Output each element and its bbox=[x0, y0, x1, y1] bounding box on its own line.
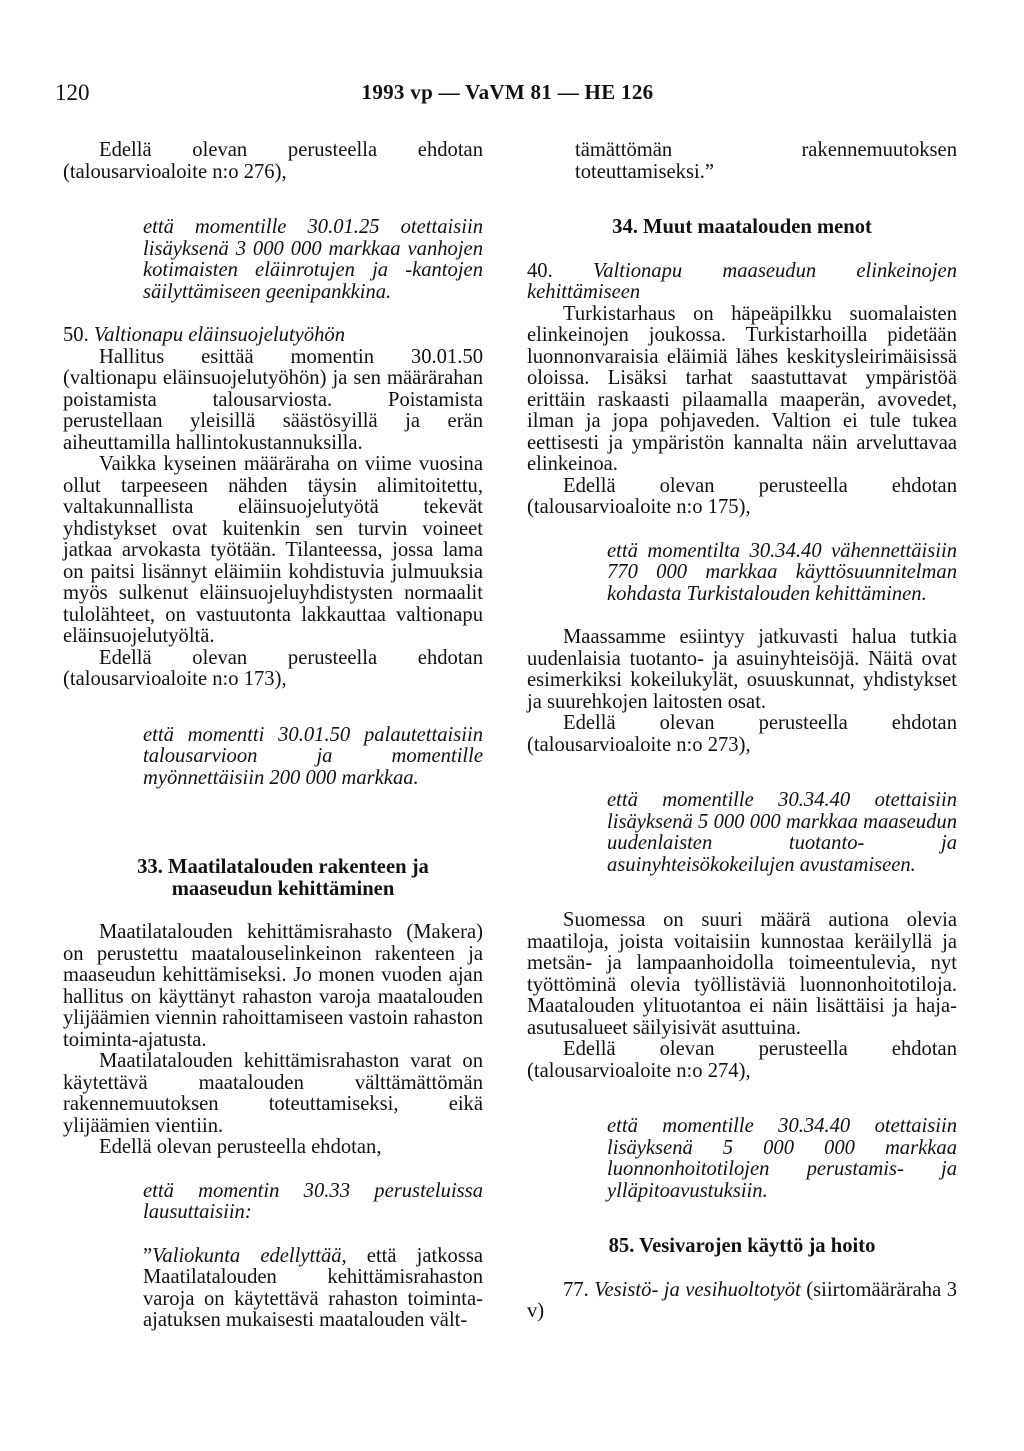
running-head: 1993 vp — VaVM 81 — HE 126 bbox=[361, 80, 654, 104]
motion-text: että momentilta 30.34.40 vähennettäisiin 770 000 markkaa käyttösuunnitelman kohdasta Turkistalouden kehittäminen. bbox=[607, 539, 957, 605]
section-85-heading: 85. Vesivarojen käyttö ja hoito bbox=[608, 1235, 876, 1257]
paragraph: Maatilatalouden kehittämisrahasto (Makera) on perustettu maatalouselinkeinon rakenteen ja maaseudun kehittämiseksi. Jo monen vuoden ajan hallitus on käyttänyt rahaston varoja maatalouden ylijäämien viennin rahoittamiseen vastoin rahaston toiminta-ajatusta. bbox=[63, 921, 483, 1051]
paragraph: Edellä olevan perusteella ehdotan (talousarvioaloite n:o 173), bbox=[63, 646, 483, 690]
paragraph: Maassamme esiintyy jatkuvasti halua tutkia uudenlaisia tuotanto- ja asuinyhteisöjä. Näitä ovat esimerkiksi kokeilukylät, osuuskunnat, yhdistykset ja suurehkojen laitosten osat. bbox=[527, 626, 957, 713]
paragraph: Maatilatalouden kehittämisrahaston varat on käytettävä maatalouden välttämättömän rakennemuutoksen toteuttamiseksi, eikä ylijäämien vientiin. bbox=[63, 1050, 483, 1137]
section-40-heading bbox=[527, 261, 957, 304]
paragraph: Edellä olevan perusteella ehdotan (talousarvioaloite n:o 273), bbox=[527, 712, 957, 756]
section-number: 40. bbox=[527, 259, 553, 282]
motion-text: että momentille 30.34.40 otettaisiin lisäyksenä 5 000 000 markkaa luonnonhoitotilojen perustamis- ja ylläpitoavustuksiin. bbox=[607, 1115, 957, 1202]
left-column bbox=[63, 140, 483, 1332]
paragraph: Edellä olevan perusteella ehdotan (talousarvioaloite n:o 276), bbox=[63, 139, 483, 183]
section-note: (siirtomääräraha 3 v) bbox=[527, 1278, 957, 1322]
paragraph: Turkistarhaus on häpeäpilkku suomalaisten elinkeinojen joukossa. Turkistarhoilla pidetään luonnonvaraisia eläimiä lähes keskitysleirimäisissä oloissa. Lisäksi tarhat saastuttavat ympäristöä erittäin raskaasti pilaamalla maaperän, avovedet, ilman ja jopa pohjaveden. Valtion ei tule tukea eettisesti ja ympäristön kannalta näin arveluttavaa elinkeinoa. bbox=[527, 302, 957, 475]
paragraph: Edellä olevan perusteella ehdotan (talousarvioaloite n:o 175), bbox=[527, 474, 957, 518]
paragraph: Vaikka kyseinen määräraha on viime vuosina ollut tarpeeseen nähden täysin alimitoitettu, valtakunnallista eläinsuojelutyötä tekevät yhdistykset ovat kuitenkin sen turvin voineet jatkaa arvokasta työtään. Tilanteessa, jossa lama on paitsi lisännyt eläimiin kohdistuvia julmuuksia myös sulkenut eläinsuojeluyhdistysten normaalit tulolähteet, on vastuutonta lakkauttaa valtionapu eläinsuojelutyöltä. bbox=[63, 453, 483, 647]
paragraph: Edellä olevan perusteella ehdotan (talousarvioaloite n:o 274), bbox=[527, 1038, 957, 1082]
section-title: Vesistö- ja vesihuoltotyöt bbox=[594, 1278, 801, 1301]
section-77-heading bbox=[527, 1280, 957, 1323]
paragraph: Hallitus esittää momentin 30.01.50 (valtionapu eläinsuojelutyöhön) ja sen määrärahan poistamista talousarviosta. Poistamista perustellaan yleisillä säästösyillä ja erän aiheuttamilla hallintokustannuksilla. bbox=[63, 345, 483, 454]
page-header bbox=[55, 80, 960, 110]
section-number: 77. bbox=[563, 1278, 589, 1301]
page-number: 120 bbox=[55, 80, 90, 105]
section-title: Valtionapu maaseudun elinkeinojen kehittämiseen bbox=[527, 259, 957, 303]
right-column bbox=[527, 140, 957, 1323]
motion-text: että momentin 30.33 perusteluissa lausuttaisiin: bbox=[143, 1179, 483, 1223]
quote-continuation: tämättömän rakennemuutoksen toteuttamiseksi.” bbox=[575, 139, 957, 183]
motion-text: että momentille 30.34.40 otettaisiin lisäyksenä 5 000 000 markkaa maaseudun uudenlaisten tuotanto- ja asuinyhteisökokeilujen avustamiseen. bbox=[607, 789, 957, 876]
motion-text: että momentille 30.01.25 otettaisiin lisäyksenä 3 000 000 markkaa vanhojen kotimaisten eläinrotujen ja -kantojen säilyttämiseen geenipankkina. bbox=[143, 216, 483, 303]
motion-text: että momentti 30.01.50 palautettaisiin talousarvioon ja momentille myönnettäisiin 200 000 markkaa. bbox=[143, 723, 483, 789]
section-title: Valtionapu eläinsuojelutyöhön bbox=[93, 324, 346, 346]
section-34-heading: 34. Muut maatalouden menot bbox=[612, 216, 872, 238]
section-50-heading bbox=[63, 325, 483, 347]
quote-text: ”Valiokunta edellyttää, että jatkossa Maatilatalouden kehittämisrahaston varoja on käytettävä rahaston toiminta-ajatuksen mukaisesti maatalouden vält- bbox=[143, 1244, 483, 1331]
section-number: 50. bbox=[63, 324, 89, 346]
paragraph: Edellä olevan perusteella ehdotan, bbox=[99, 1136, 382, 1158]
paragraph: Suomessa on suuri määrä autiona olevia maatiloja, joista voitaisiin kunnostaa keräilyllä ja metsän- ja lampaanhoidolla toimeentulevia, nyt työttöminä olevia työllistäviä luonnonhoitotiloja. Maatalouden ylituotantoa ei näin lisättäisi ja haja-asutusalueet säilyisivät asuttuina. bbox=[527, 909, 957, 1039]
section-33-heading: 33. Maatilatalouden rakenteen ja maaseudun kehittäminen bbox=[137, 856, 429, 900]
